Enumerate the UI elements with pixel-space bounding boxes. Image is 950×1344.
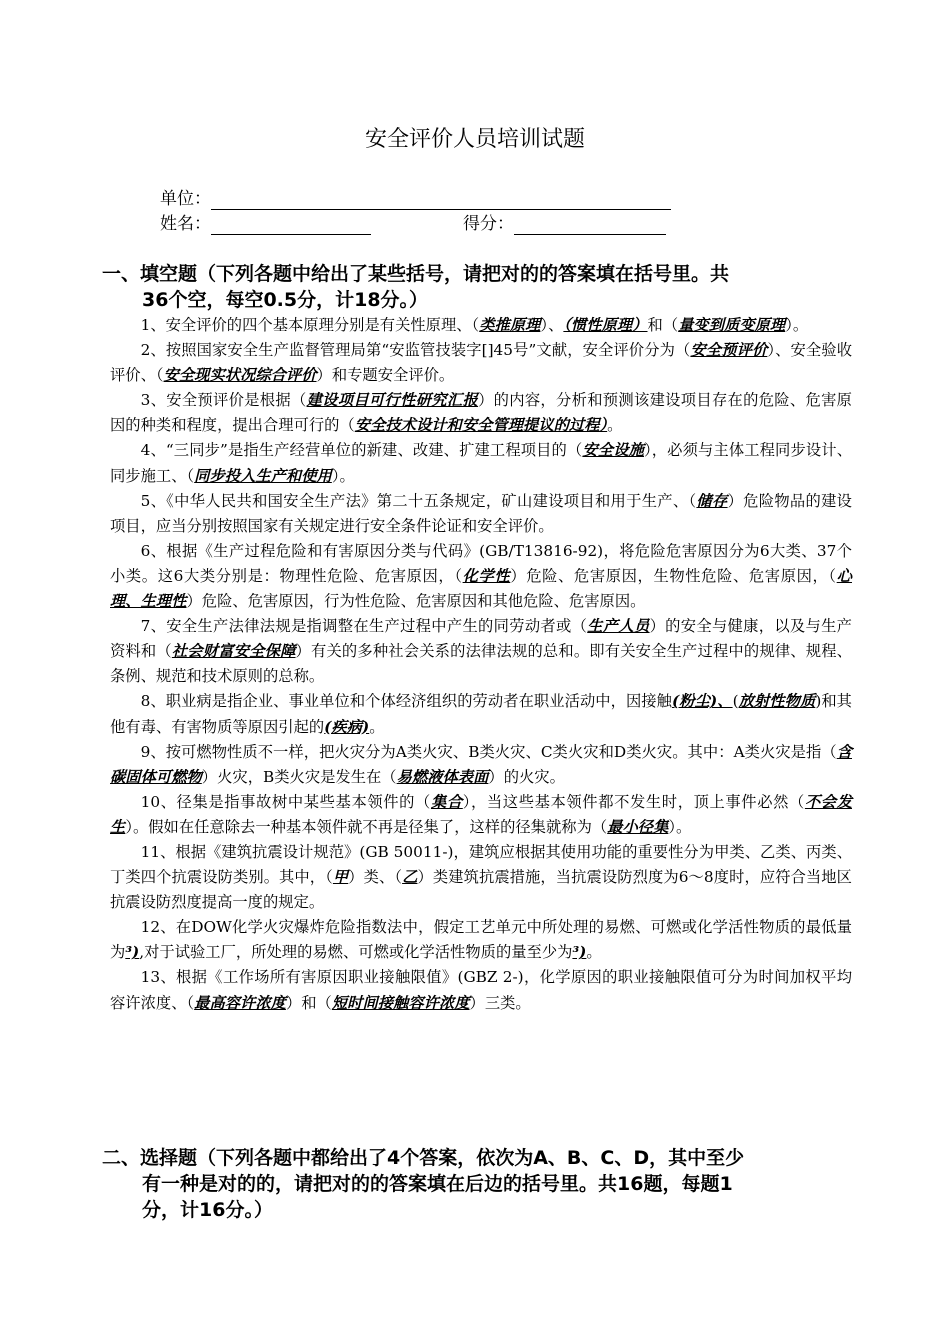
- answer-3a: 建设项目可行性研究汇报: [306, 391, 479, 410]
- name-field[interactable]: [211, 216, 371, 235]
- answer-7a: 生产人员: [587, 617, 650, 636]
- answer-8a: (粉尘)、: [672, 692, 733, 711]
- answer-4a: 安全设施: [582, 441, 645, 460]
- section1-heading-line1: 一、填空题（下列各题中给出了某些括号，请把对的的答案填在括号里。共: [102, 263, 730, 285]
- answer-2b: 安全现实状况综合评价: [163, 366, 317, 385]
- section2-heading: [102, 1145, 902, 1223]
- answer-8c: (疾病): [324, 717, 370, 736]
- answer-3b: 安全技术设计和安全管理提议的过程）: [354, 416, 608, 435]
- name-score-row: [160, 213, 666, 235]
- answer-11a: 甲: [332, 868, 349, 887]
- question-8: 8、职业病是指企业、事业单位和个体经济组织的劳动者在职业活动中，因接触(粉尘)、(放射性物质)和其他有毒、有害物质等原因引起的(疾病)。: [110, 692, 852, 736]
- question-13: 13、根据《工作场所有害原因职业接触限值》(GBZ 2-)，化学原因的职业接触限值可分为时间加权平均容许浓度、（最高容许浓度）和（短时间接触容许浓度）三类。: [110, 968, 852, 1012]
- answer-10a: 集合: [430, 792, 463, 811]
- question-2: 2、按照国家安全生产监督管理局第“安监管技装字[]45号”文献，安全评价分为（安全预评价）、安全验收评价、（安全现实状况综合评价）和专题安全评价。: [110, 341, 852, 385]
- section2-heading-line1: 二、选择题（下列各题中都给出了4个答案，依次为A、B、C、D，其中至少: [102, 1147, 745, 1169]
- section1-heading-line2: 36个空，每空0.5分，计18分。）: [142, 289, 429, 311]
- question-10: 10、径集是指事故树中某些基本领件的（集合），当这些基本领件都不发生时，顶上事件必然（不会发生）。假如在任意除去一种基本领件就不再是径集了，这样的径集就称为（最小径集）。: [110, 792, 852, 836]
- answer-12a: ³): [125, 943, 140, 962]
- answer-13a: 最高容许浓度: [194, 993, 286, 1012]
- answer-7b: 社会财富安全保障: [171, 642, 296, 661]
- unit-label: 单位：: [160, 189, 211, 209]
- question-5: 5、《中华人民共和国安全生产法》第二十五条规定，矿山建设项目和用于生产、（储存）危险物品的建设项目，应当分别按照国家有关规定进行安全条件论证和安全评价。: [110, 491, 852, 535]
- answer-10b: 不会发生: [110, 792, 852, 836]
- answer-4b: 同步投入生产和使用: [194, 466, 332, 485]
- answer-6a: 化学性: [462, 566, 511, 585]
- answer-13b: 短时间接触容许浓度: [331, 993, 470, 1012]
- score-field[interactable]: [514, 216, 666, 235]
- unit-row: [160, 188, 671, 210]
- answer-12b: ³): [572, 943, 587, 962]
- answer-9b: 易燃液体表面: [396, 767, 489, 786]
- question-6: 6、根据《生产过程危险和有害原因分类与代码》(GB/T13816-92)，将危险危害原因分为6大类、37个小类。这6大类分别是：物理性危险、危害原因，（化学性）危险、危害原因，生物性危险、危害原因，（心理、生理性）危险、危害原因，行为性危险、危害原因和其他危险、危害原因。: [110, 541, 852, 611]
- score-label: 得分：: [463, 214, 514, 234]
- answer-1a: 类推原理: [479, 316, 541, 334]
- answer-8b: 放射性物质: [738, 692, 816, 711]
- question-1: 1、安全评价的四个基本原理分别是有关性原理、（类推原理）、（惯性原理）和（量变到质变原理）。: [140, 316, 809, 334]
- section2-heading-line3: 分，计16分。）: [142, 1199, 273, 1221]
- answer-1b: （惯性原理）: [563, 316, 648, 334]
- question-7: 7、安全生产法律法规是指调整在生产过程中产生的同劳动者或（生产人员）的安全与健康，以及与生产资料和（社会财富安全保障）有关的多种社会关系的法律法规的总和。即有关安全生产过程中的规律、规程、条例、规范和技术原则的总称。: [110, 617, 852, 686]
- answer-2a: 安全预评价: [690, 341, 768, 360]
- answer-5a: 储存: [696, 491, 728, 510]
- section2-heading-line2: 有一种是对的的，请把对的的答案填在后边的括号里。共16题，每题1: [142, 1173, 733, 1195]
- answer-1c: 量变到质变原理: [678, 316, 786, 334]
- page-title: 安全评价人员培训试题: [364, 127, 585, 152]
- unit-field[interactable]: [211, 191, 671, 210]
- question-3: 3、安全预评价是根据（建设项目可行性研究汇报）的内容，分析和预测该建设项目存在的危险、危害原因的种类和程度，提出合理可行的（安全技术设计和安全管理提议的过程）。: [110, 391, 852, 435]
- answer-6b: 心理、生理性: [110, 566, 852, 611]
- answer-11b: 乙: [402, 868, 418, 887]
- answer-10c: 最小径集: [607, 817, 669, 836]
- answer-9a: 含碳固体可燃物: [110, 742, 852, 786]
- section1-heading: [102, 261, 902, 313]
- question-9: 9、按可燃物性质不一样，把火灾分为A类火灾、B类火灾、C类火灾和D类火灾。其中：A类火灾是指（含碳固体可燃物）火灾，B类火灾是发生在（易燃液体表面）的火灾。: [110, 742, 852, 786]
- name-label: 姓名：: [160, 214, 211, 234]
- question-11: 11、根据《建筑抗震设计规范》(GB 50011-)，建筑应根据其使用功能的重要性分为甲类、乙类、丙类、丁类四个抗震设防类别。其中，（甲）类、（乙）类建筑抗震措施，当抗震设防烈度为6～8度时，应符合当地区抗震设防烈度提高一度的规定。: [110, 842, 852, 912]
- question-4: 4、“三同步”是指生产经营单位的新建、改建、扩建工程项目的（安全设施），必须与主体工程同步设计、同步施工、（同步投入生产和使用）。: [110, 441, 852, 485]
- question-list: [110, 313, 852, 1016]
- question-12: 12、在DOW化学火灾爆炸危险指数法中，假定工艺单元中所处理的易燃、可燃或化学活性物质的最低量为³),对于试验工厂，所处理的易燃、可燃或化学活性物质的量至少为³)。: [110, 918, 852, 962]
